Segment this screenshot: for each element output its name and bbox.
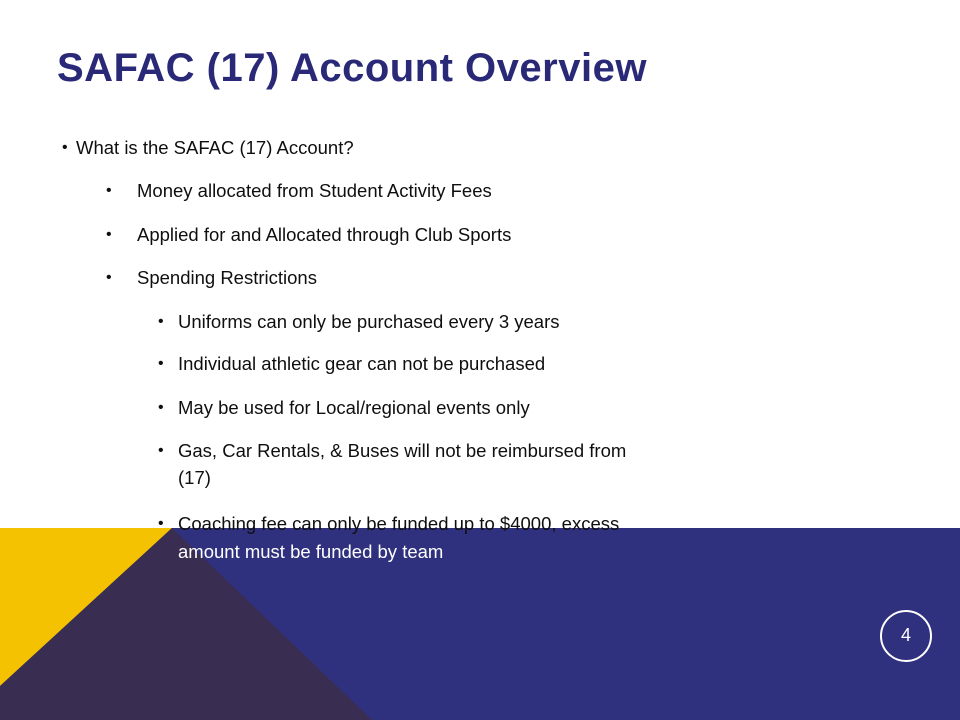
bullet-item: Spending Restrictions bbox=[137, 267, 317, 288]
bullet-item: Money allocated from Student Activity Fees bbox=[137, 180, 492, 201]
bullet-dot: • bbox=[158, 355, 164, 372]
bullet-item: Individual athletic gear can not be purchased bbox=[178, 353, 546, 374]
bullet-dot: • bbox=[106, 226, 112, 243]
bullet-dot: • bbox=[62, 139, 68, 156]
bullet-item: Coaching fee can only be funded up to $4000, excess bbox=[178, 513, 620, 534]
bullet-item: May be used for Local/regional events only bbox=[178, 397, 530, 418]
bullet-dot: • bbox=[158, 313, 164, 330]
bullet-dot: • bbox=[106, 182, 112, 199]
bullet-item-continuation: (17) bbox=[178, 467, 211, 488]
bullet-item: Applied for and Allocated through Club Sports bbox=[137, 224, 512, 245]
page-number: 4 bbox=[900, 625, 911, 645]
bullet-item: What is the SAFAC (17) Account? bbox=[76, 137, 354, 158]
bullet-dot: • bbox=[158, 515, 164, 532]
bullet-dot: • bbox=[106, 269, 112, 286]
bullet-dot: • bbox=[158, 442, 164, 459]
bullet-item: Uniforms can only be purchased every 3 years bbox=[178, 311, 560, 332]
bullet-dot: • bbox=[158, 399, 164, 416]
bullet-item: Gas, Car Rentals, & Buses will not be reimbursed from bbox=[178, 440, 627, 461]
bullet-item-continuation: amount must be funded by team bbox=[178, 541, 444, 562]
slide-title: SAFAC (17) Account Overview bbox=[57, 46, 647, 90]
